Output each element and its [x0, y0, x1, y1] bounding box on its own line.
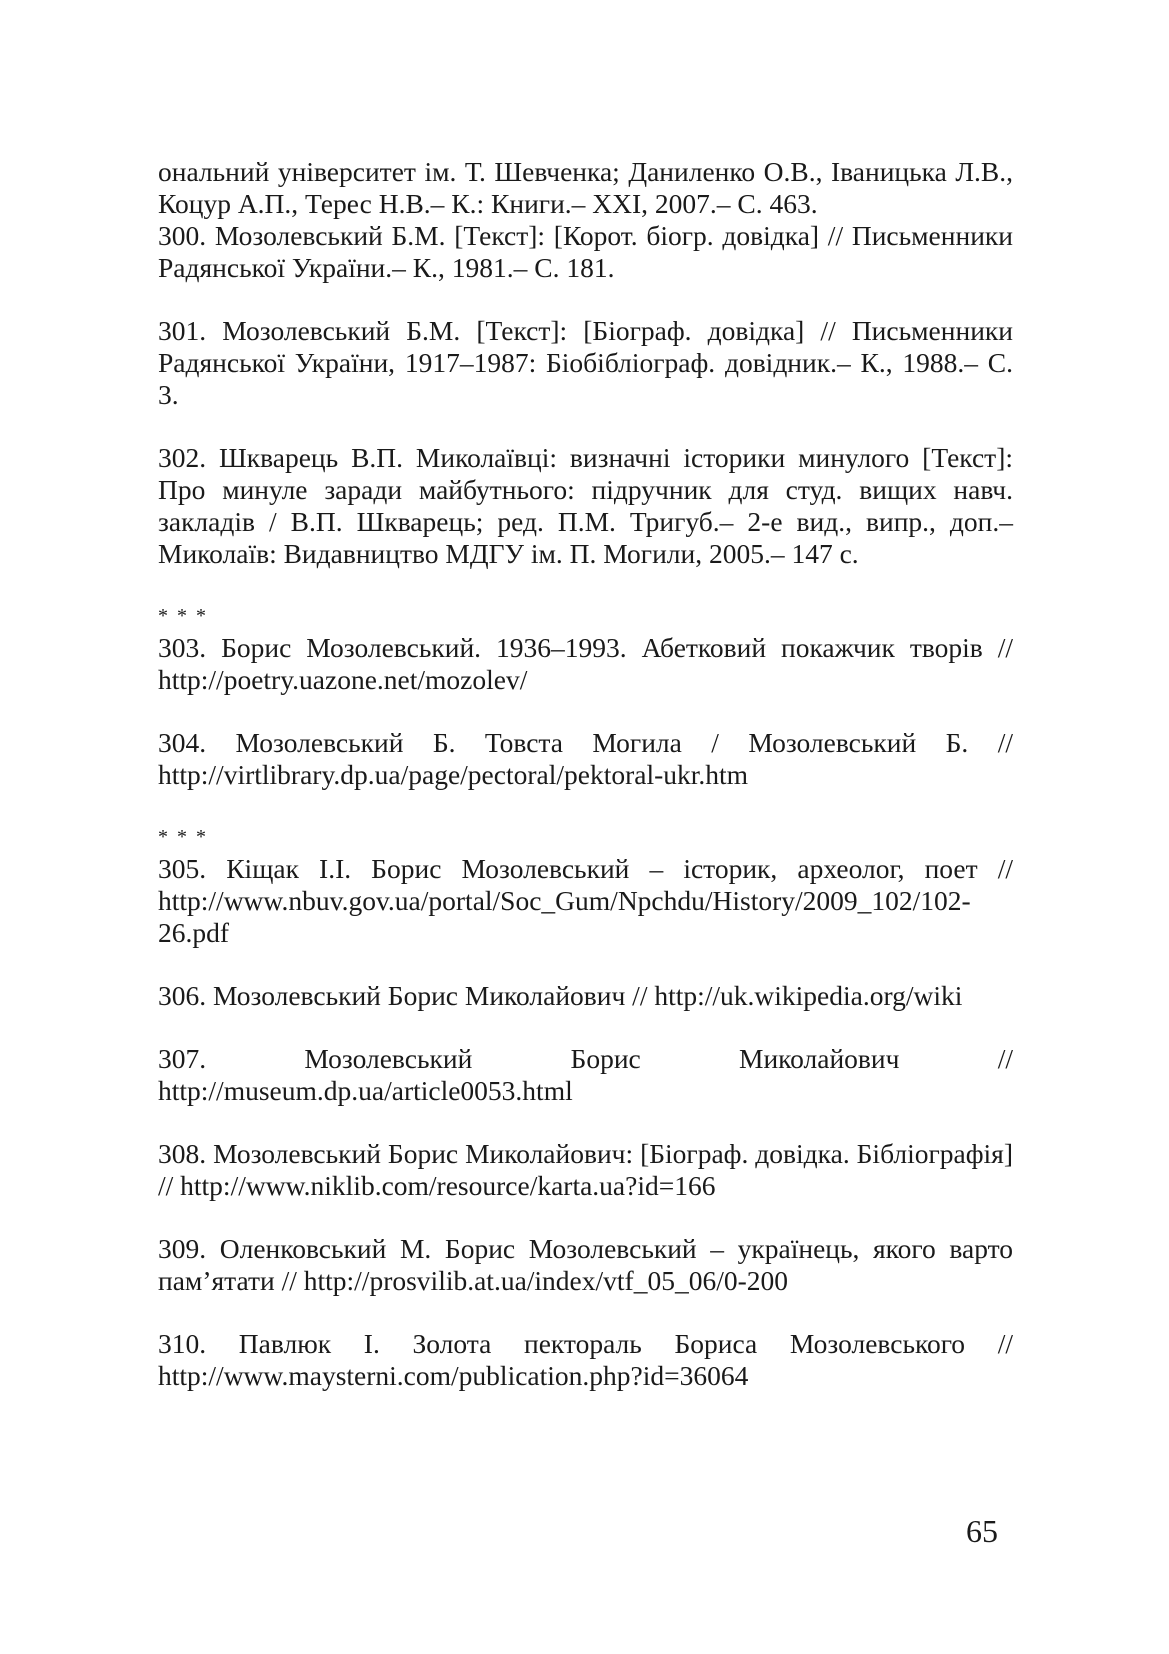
section-separator: * * * — [158, 826, 208, 848]
list-item: 302. Шкварець В.П. Миколаївці: визначні історики минулого [Текст]: Про минуле заради майбутнього: підручник для студ. вищих навч. закладів / В.П. Шкварець; ред. П.М. Тригуб.– 2-е вид., випр., доп.– Миколаїв: Видавництво МДГУ ім. П. Могили, 2005.– 147 с. — [158, 442, 1013, 569]
list-item: 303. Борис Мозолевський. 1936–1993. Абетковий покажчик творів // http://poetry.uazone.net/mozolev/ — [158, 632, 1013, 695]
list-item: 305. Кіщак І.І. Борис Мозолевський – історик, археолог, поет // http://www.nbuv.gov.ua/portal/Soc_Gum/Npchdu/History/2009_102/102-26.pdf — [158, 853, 1013, 948]
list-item: 300. Мозолевський Б.М. [Текст]: [Корот. біогр. довідка] // Письменники Радянської України.– К., 1981.– С. 181. — [158, 220, 1013, 283]
bibliography-list — [158, 156, 1013, 1392]
list-item: 306. Мозолевський Борис Миколайович // http://uk.wikipedia.org/wiki — [158, 980, 963, 1011]
list-item: 304. Мозолевський Б. Товста Могила / Мозолевський Б. // http://virtlibrary.dp.ua/page/pectoral/pektoral-ukr.htm — [158, 727, 1013, 790]
list-item: 301. Мозолевський Б.М. [Текст]: [Біограф. довідка] // Письменники Радянської України, 1917–1987: Біобібліограф. довідник.– К., 1988.– С. 3. — [158, 315, 1013, 410]
page-number: 65 — [966, 1513, 998, 1549]
section-separator: * * * — [158, 605, 208, 627]
list-item: 307. Мозолевський Борис Миколайович // http://museum.dp.ua/article0053.html — [158, 1043, 1013, 1106]
list-item: ональний університет ім. Т. Шевченка; Даниленко О.В., Іваницька Л.В., Коцур А.П., Терес Н.В.– К.: Книги.– ХХІ, 2007.– С. 463. — [158, 156, 1013, 219]
list-item: 309. Оленковський М. Борис Мозолевський – українець, якого варто пам’ятати // http://prosvilib.at.ua/index/vtf_05_06/0-200 — [158, 1233, 1013, 1296]
list-item: 308. Мозолевський Борис Миколайович: [Біограф. довідка. Бібліографія] // http://www.niklib.com/resource/karta.ua?id=166 — [158, 1138, 1013, 1201]
list-item: 310. Павлюк І. Золота пектораль Бориса Мозолевського // http://www.maysterni.com/publication.php?id=36064 — [158, 1328, 1013, 1391]
